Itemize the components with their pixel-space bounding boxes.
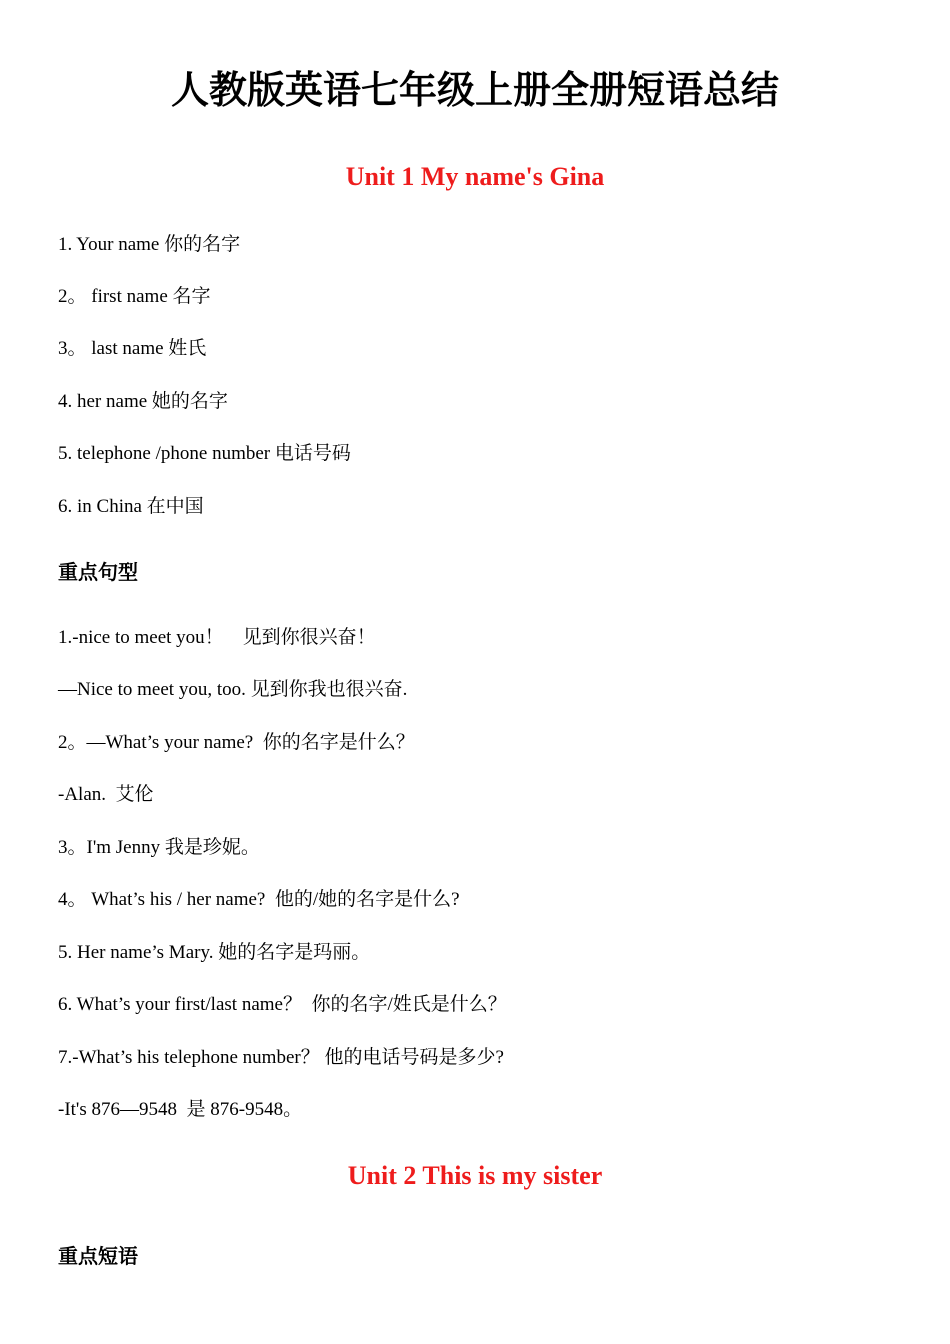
unit2-title: Unit 2 This is my sister (347, 1161, 603, 1190)
unit1-phrase-4: 4. her name 她的名字 (58, 391, 228, 412)
unit1-title: Unit 1 My name's Gina (345, 162, 605, 191)
unit1-sentence-4: -Alan. 艾伦 (58, 784, 154, 805)
unit1-sentence-8: 6. What’s your first/last name？ 你的名字/姓氏是什么？ (58, 994, 507, 1015)
unit1-sentence-9: 7.-What’s his telephone number？ 他的电话号码是多少? (58, 1047, 504, 1068)
unit1-sentence-10: -It's 876—9548 是 876-9548。 (58, 1099, 303, 1120)
unit2-phrases-heading: 重点短语 (58, 1244, 138, 1268)
document-title: 人教版英语七年级上册全册短语总结 (170, 68, 779, 112)
unit1-sentence-5: 3。I'm Jenny 我是珍妮。 (58, 837, 260, 858)
unit1-sentence-3: 2。—What’s your name? 你的名字是什么？ (58, 732, 415, 753)
unit1-phrase-1: 1. Your name 你的名字 (58, 234, 241, 255)
unit1-sentence-6: 4。 What’s his / her name? 他的/她的名字是什么? (58, 889, 460, 910)
unit1-sentence-1: 1.-nice to meet you！ 见到你很兴奋！ (58, 627, 376, 648)
unit1-phrase-2: 2。 first name 名字 (58, 286, 211, 307)
unit1-sentence-2: —Nice to meet you, too. 见到你我也很兴奋. (58, 679, 408, 700)
unit1-sentence-7: 5. Her name’s Mary. 她的名字是玛丽。 (58, 942, 371, 963)
unit1-phrase-5: 5. telephone /phone number 电话号码 (58, 443, 351, 464)
unit1-phrase-3: 3。 last name 姓氏 (58, 338, 207, 359)
unit1-sentences-heading: 重点句型 (58, 560, 138, 584)
unit1-phrase-6: 6. in China 在中国 (58, 496, 204, 517)
